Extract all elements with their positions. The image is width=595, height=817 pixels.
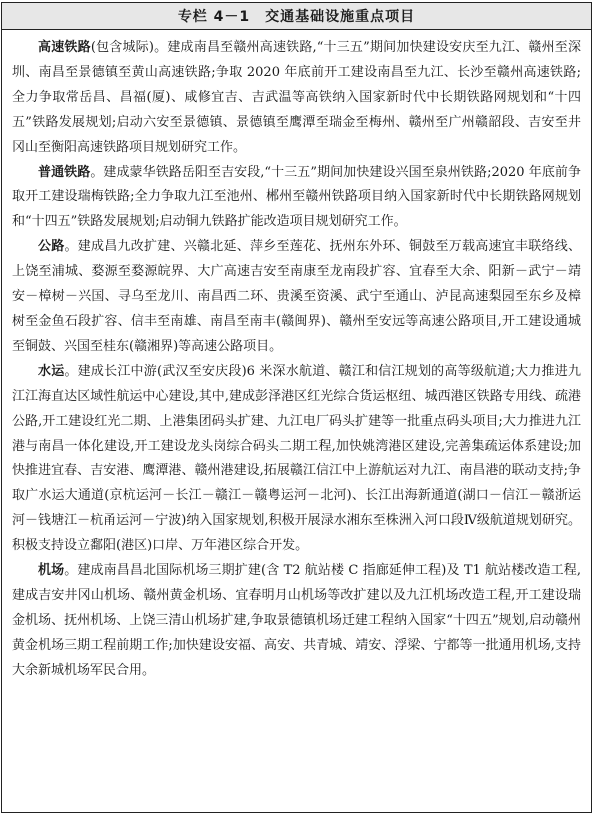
box-title: 专栏 4－1 交通基础设施重点项目 (177, 9, 416, 25)
section-waterway (12, 360, 581, 559)
section-text: 。建成南昌昌北国际机场三期扩建(含 T2 航站楼 C 指廊延伸工程)及 T1 航站楼改造工程,建成吉安井冈山机场、赣州黄金机场、宜春明月山机场等改扩建以及九江机场改造工程,开工建设瑞金机场、抚州机场、上饶三清山机场扩建,争取景德镇机场迁建工程纳入国家“十四五”规划,启动赣州黄金机场三期工程前期工作;加快建设安福、高安、共青城、靖安、浮梁、宁都等一批通用机场,支持大余新城机场军民合用。 (12, 563, 581, 678)
section-airport (12, 559, 581, 684)
section-high-speed-rail (12, 36, 581, 161)
section-text: 。建成昌九改扩建、兴赣北延、萍乡至莲花、抚州东外环、铜鼓至万载高速宜丰联络线、上饶至浦城、婺源至婺源皖界、大广高速吉安至南康至龙南段扩容、宜春至大余、阳新－武宁－靖安－樟树－兴国、寻乌至龙川、南昌西二环、贵溪至资溪、武宁至通山、泸昆高速梨园至东乡及樟树至金鱼石段扩容、信丰至南雄、南昌至南丰(赣闽界)、赣州至安远等高速公路项目,开工建设通城至铜鼓、兴国至桂东(赣湘界)等高速公路项目。 (12, 239, 581, 354)
section-heading: 高速铁路 (38, 40, 91, 55)
box-title-bar (2, 3, 591, 30)
section-conventional-rail (12, 161, 581, 236)
section-heading: 机场 (38, 563, 65, 579)
section-text: 。建成蒙华铁路岳阳至吉安段,“十三五”期间加快建设兴国至泉州铁路;2020 年底前争取开工建设瑞梅铁路;全力争取九江至池州、郴州至赣州铁路项目纳入国家新时代中长期铁路网规划和“十四五”铁路发展规划;启动铜九铁路扩能改造项目规划研究工作。 (12, 164, 581, 230)
section-heading: 水运 (38, 363, 65, 379)
section-heading: 普通铁路 (38, 164, 91, 180)
box-content (2, 30, 591, 684)
section-text: (包含城际)。建成南昌至赣州高速铁路,“十三五”期间加快建设安庆至九江、赣州至深圳、南昌至景德镇至黄山高速铁路;争取 2020 年底前开工建设南昌至九江、长沙至赣州高速铁路;全力争取常岳昌、昌福(厦)、咸修宜吉、吉武温等高铁纳入国家新时代中长期铁路网规划和“十四五”铁路发展规划;启动六安至景德镇、景德镇至鹰潭至瑞金至梅州、赣州至广州赣韶段、吉安至井冈山至衡阳高速铁路项目规划研究工作。 (12, 40, 581, 155)
project-box (1, 2, 592, 813)
section-heading: 公路 (38, 239, 65, 255)
section-highway (12, 235, 581, 360)
section-text: 。建成长江中游(武汉至安庆段)6 米深水航道、赣江和信江规划的高等级航道;大力推进九江江海直达区域性航运中心建设,其中,建成彭泽港区红光综合货运枢纽、城西港区铁路专用线、疏港公路,开工建设红光二期、上港集团码头扩建、九江电厂码头扩建等一批重点码头项目;大力推进九江港与南昌一体化建设,开工建设龙头岗综合码头二期工程,加快姚湾港区建设,完善集疏运体系建设;加快推进宜春、吉安港、鹰潭港、赣州港建设,拓展赣江信江中上游航运对九江、南昌港的联动支持;争取广水运大通道(京杭运河－长江－赣江－赣粤运河－北河)、长江出海新通道(湖口－信江－赣浙运河－钱塘江－杭甬运河－宁波)纳入国家规划,积极开展渌水湘东至株洲入河口段Ⅳ级航道规划研究。积极支持设立鄱阳(港区)口岸、万年港区综合开发。 (12, 363, 581, 554)
